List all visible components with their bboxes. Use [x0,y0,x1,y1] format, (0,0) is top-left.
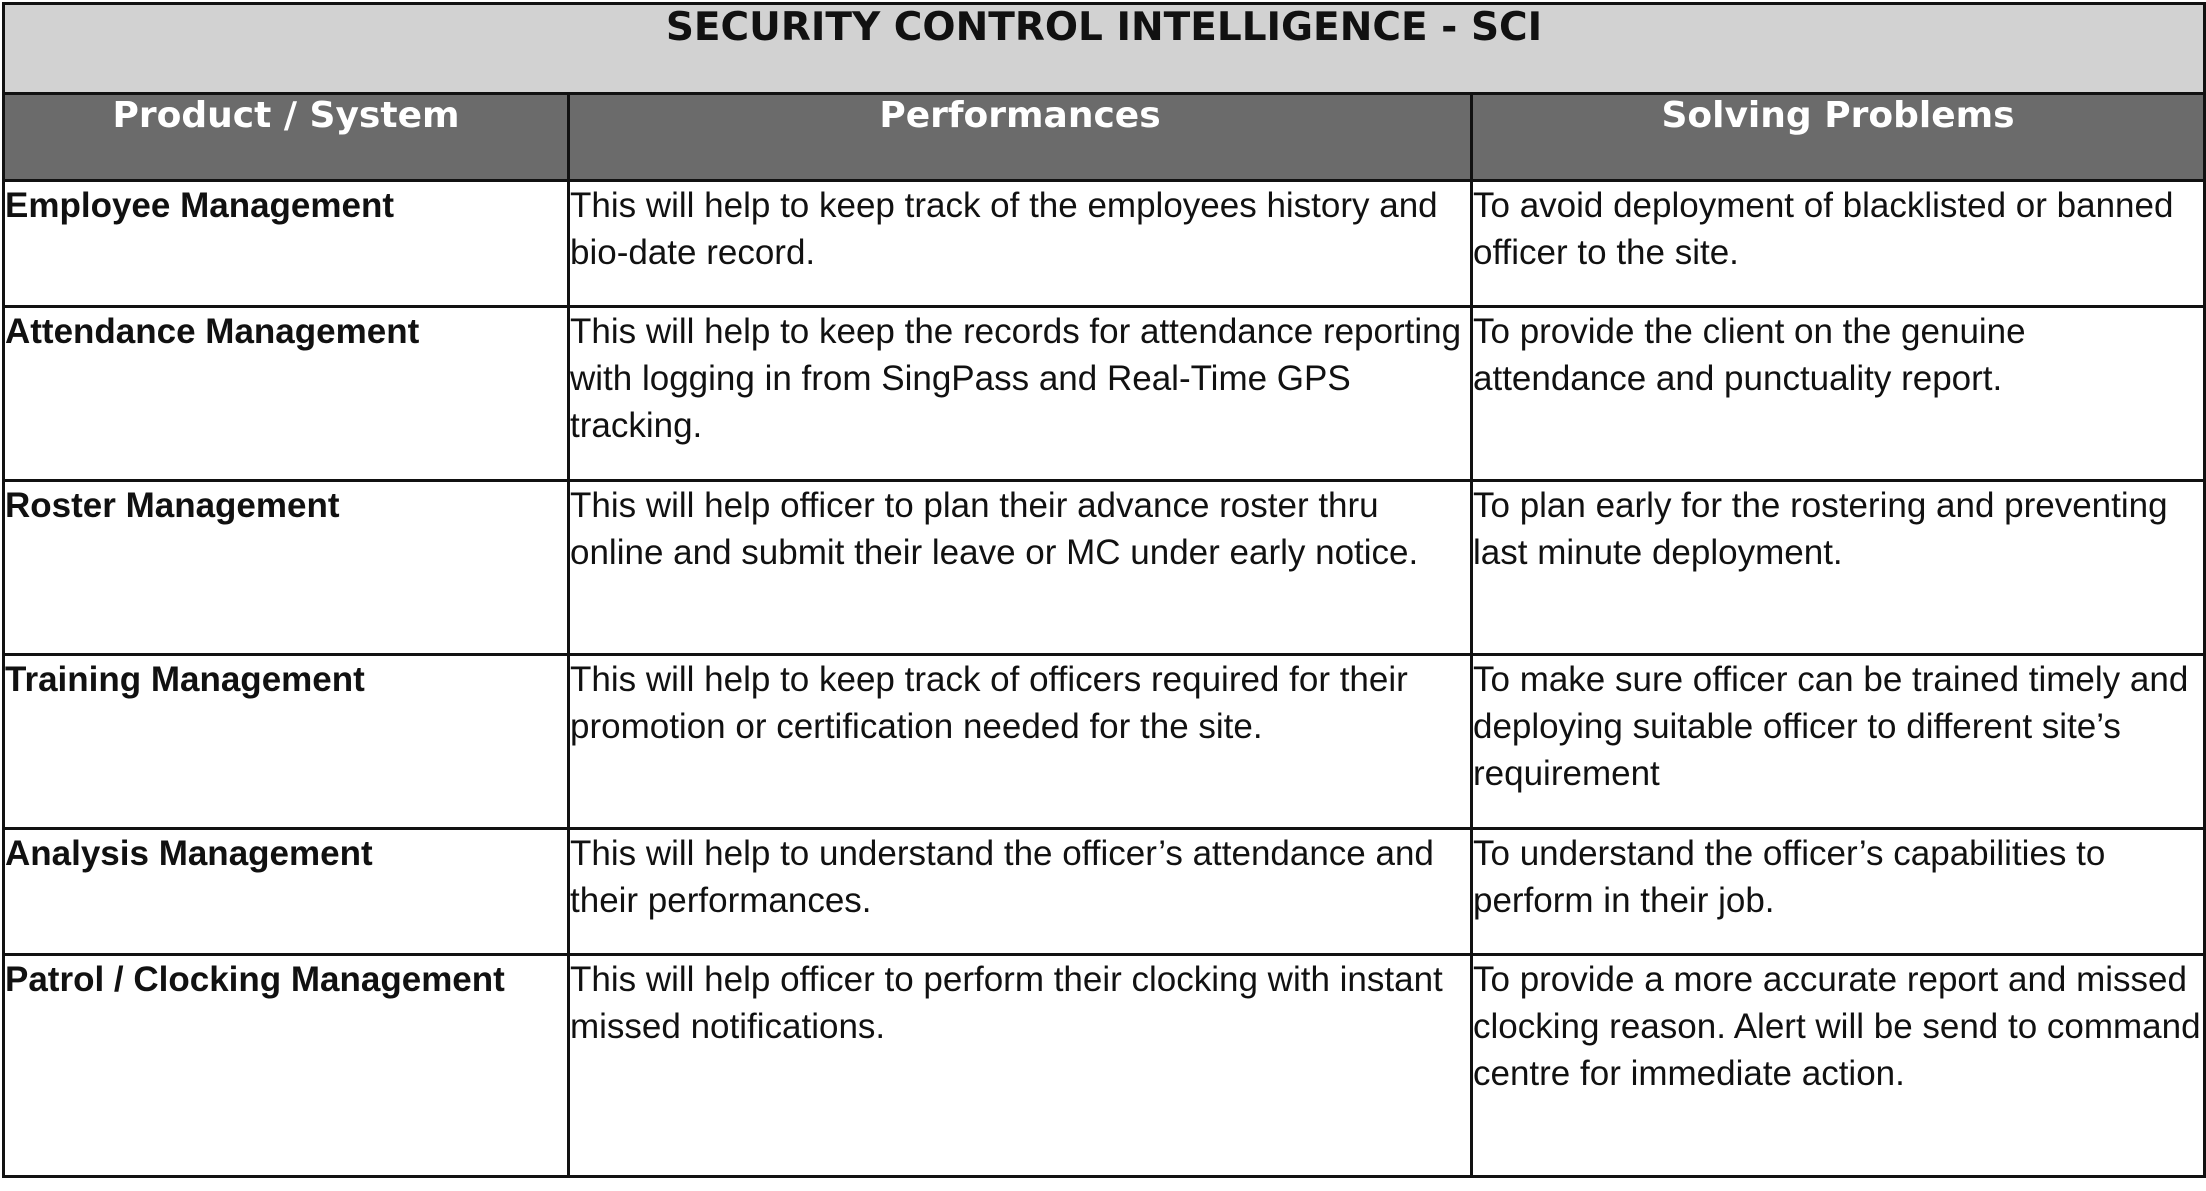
table-row [4,655,2205,829]
problem-cell: To make sure officer can be trained timely and deploying suitable officer to different site’s requirement [1472,655,2205,829]
performance-cell: This will help officer to plan their advance roster thru online and submit their leave or MC under early notice. [569,481,1472,655]
column-header-product: Product / System [4,94,569,181]
performance-cell: This will help to understand the officer’s attendance and their performances. [569,829,1472,955]
problem-cell: To plan early for the rostering and preventing last minute deployment. [1472,481,2205,655]
table-title: SECURITY CONTROL INTELLIGENCE - SCI [4,4,2205,94]
product-cell: Patrol / Clocking Management [4,955,569,1177]
table-row [4,481,2205,655]
product-cell: Analysis Management [4,829,569,955]
performance-cell: This will help to keep track of the employees history and bio-date record. [569,181,1472,307]
column-header-solving-problems: Solving Problems [1472,94,2205,181]
performance-cell: This will help to keep the records for attendance reporting with logging in from SingPass and Real-Time GPS tracking. [569,307,1472,481]
problem-cell: To provide the client on the genuine attendance and punctuality report. [1472,307,2205,481]
performance-cell: This will help to keep track of officers required for their promotion or certification needed for the site. [569,655,1472,829]
problem-cell: To avoid deployment of blacklisted or banned officer to the site. [1472,181,2205,307]
table-row [4,307,2205,481]
table-row [4,955,2205,1177]
table-row [4,829,2205,955]
sci-table [2,2,2206,1178]
performance-cell: This will help officer to perform their clocking with instant missed notifications. [569,955,1472,1177]
problem-cell: To understand the officer’s capabilities to perform in their job. [1472,829,2205,955]
header-row [4,94,2205,181]
product-cell: Roster Management [4,481,569,655]
title-row [4,4,2205,94]
product-cell: Attendance Management [4,307,569,481]
column-header-performances: Performances [569,94,1472,181]
problem-cell: To provide a more accurate report and missed clocking reason. Alert will be send to command centre for immediate action. [1472,955,2205,1177]
product-cell: Training Management [4,655,569,829]
table-row [4,181,2205,307]
product-cell: Employee Management [4,181,569,307]
